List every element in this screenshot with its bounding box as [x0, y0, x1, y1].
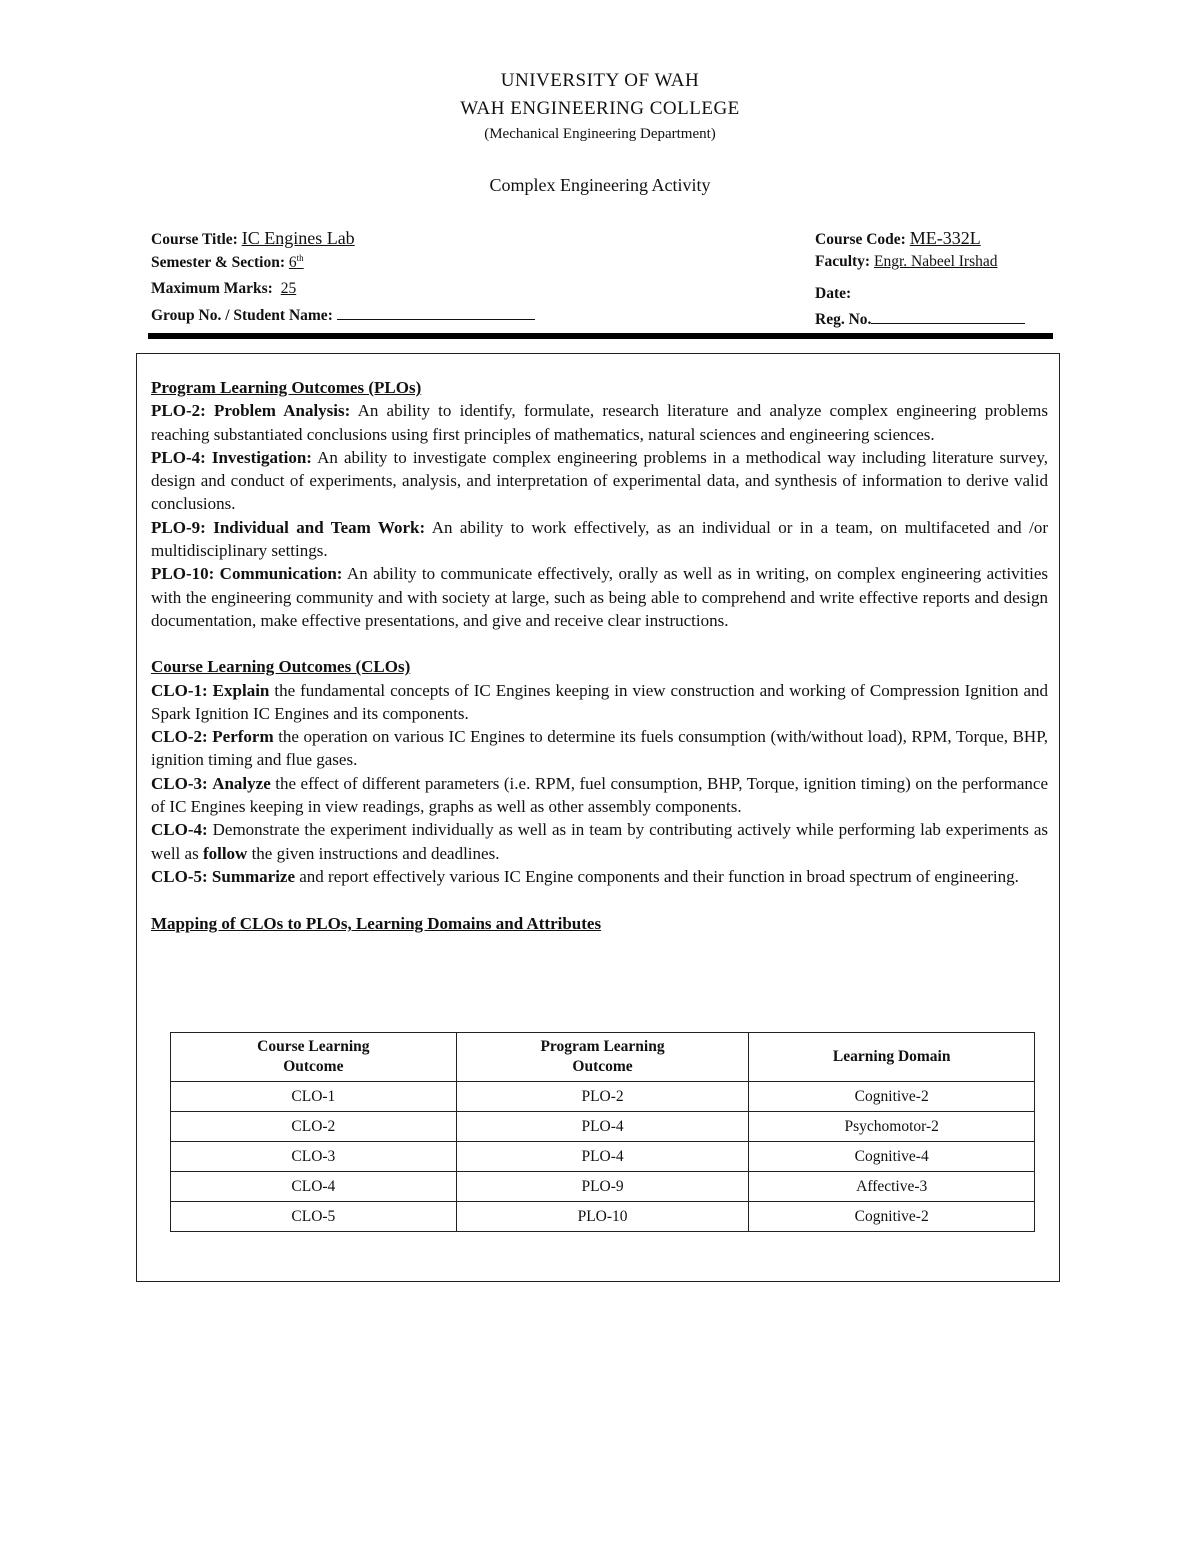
- table-row: [171, 1202, 1035, 1232]
- semester-value: 6th: [288, 253, 304, 272]
- semester-label: Semester & Section:: [151, 254, 286, 272]
- cell-clo: CLO-1: [171, 1082, 457, 1112]
- faculty-value: Engr. Nabeel Irshad: [873, 253, 998, 270]
- plo-10: PLO-10: Communication: An ability to communicate effectively, orally as well as in writing, on complex engineering activities with the engineering community and with society at large, such as being able to comprehend and write effective reports and design documentation, make effective presentations, and give and receive clear instructions.: [151, 564, 1049, 630]
- table-row: [171, 1142, 1035, 1172]
- university-title: UNIVERSITY OF WAH: [500, 70, 700, 91]
- date-label: Date:: [815, 285, 852, 302]
- course-title-row: [151, 228, 355, 249]
- max-marks-row: [151, 280, 308, 298]
- cell-plo: PLO-4: [456, 1142, 749, 1172]
- outcomes-box: [136, 353, 1060, 1282]
- course-code-value: ME-332L: [909, 228, 981, 248]
- cell-domain: Psychomotor-2: [749, 1112, 1035, 1142]
- header-clo: Course Learning Outcome: [171, 1033, 457, 1082]
- table-row: [171, 1112, 1035, 1142]
- course-title-value: IC Engines Lab: [241, 228, 355, 248]
- outcomes-content: [151, 376, 1048, 936]
- clo-section-title: Course Learning Outcomes (CLOs): [151, 657, 411, 677]
- plo-section-title: Program Learning Outcomes (PLOs): [151, 378, 422, 397]
- reg-blank[interactable]: [871, 309, 1025, 324]
- plo-4: PLO-4: Investigation: An ability to investigate complex engineering problems in a methodical way including literature survey, design and conduct of experiments, analysis, and interpretation of experimental data, and synthesis of information to derive valid conclusions.: [151, 447, 1048, 514]
- cell-plo: PLO-10: [456, 1202, 749, 1232]
- cell-clo: CLO-4: [171, 1172, 457, 1202]
- header-plo: Program Learning Outcome: [456, 1033, 749, 1082]
- activity-title: Complex Engineering Activity: [489, 175, 711, 195]
- table-row: [171, 1172, 1035, 1202]
- clo-1: CLO-1: Explain the fundamental concepts of IC Engines keeping in view construction and working of Compression Ignition and Spark Ignition IC Engines and its components.: [151, 680, 1049, 723]
- course-code-row: [815, 228, 981, 249]
- max-marks-label: Maximum Marks:: [151, 280, 273, 297]
- course-title-label: Course Title:: [151, 231, 238, 248]
- cell-domain: Cognitive-2: [749, 1082, 1035, 1112]
- cell-clo: CLO-5: [171, 1202, 457, 1232]
- college-title: WAH ENGINEERING COLLEGE: [460, 98, 740, 119]
- table-header-row: [171, 1033, 1035, 1082]
- group-blank[interactable]: [337, 305, 535, 320]
- semester-row: [151, 253, 304, 272]
- clo-2: CLO-2: Perform the operation on various IC Engines to determine its fuels consumption (with/without load), RPM, Torque, BHP, ignition timing and flue gases.: [151, 727, 1049, 770]
- date-row: [815, 285, 851, 303]
- department-subtitle: (Mechanical Engineering Department): [484, 126, 716, 142]
- clo-4: CLO-4: Demonstrate the experiment individually as well as in team by contributing actively while performing lab experiments as well as follow the given instructions and deadlines.: [151, 820, 1048, 863]
- clo-5: CLO-5: Summarize and report effectively various IC Engine components and their function in broad spectrum of engineering.: [151, 866, 1019, 886]
- cell-plo: PLO-2: [456, 1082, 749, 1112]
- mapping-table: [170, 1032, 1035, 1232]
- mapping-section-title: Mapping of CLOs to PLOs, Learning Domains and Attributes: [151, 914, 602, 934]
- cell-domain: Cognitive-4: [749, 1142, 1035, 1172]
- reg-row: [815, 309, 1025, 329]
- group-label: Group No. / Student Name:: [151, 307, 333, 324]
- reg-label: Reg. No.: [815, 311, 872, 328]
- table-row: [171, 1082, 1035, 1112]
- cell-clo: CLO-2: [171, 1112, 457, 1142]
- group-row: [151, 305, 535, 325]
- course-code-label: Course Code:: [815, 231, 906, 248]
- faculty-row: [815, 253, 998, 271]
- cell-plo: PLO-9: [456, 1172, 749, 1202]
- cell-domain: Cognitive-2: [749, 1202, 1035, 1232]
- cell-plo: PLO-4: [456, 1112, 749, 1142]
- header-domain: Learning Domain: [749, 1033, 1035, 1082]
- header-divider: [148, 333, 1053, 339]
- plo-9: PLO-9: Individual and Team Work: An ability to work effectively, as an individual or in a team, on multifaceted and /or multidisciplinary settings.: [151, 517, 1049, 561]
- plo-2: PLO-2: Problem Analysis: An ability to identify, formulate, research literature and analyze complex engineering problems reaching substantiated conclusions using first principles of mathematics, natural sciences and engineering sciences.: [151, 401, 1049, 444]
- clo-3: CLO-3: Analyze the effect of different parameters (i.e. RPM, fuel consumption, BHP, Torque, ignition timing) on the performance of IC Engines keeping in view readings, graphs as well as other assembly components.: [151, 773, 1048, 817]
- cell-domain: Affective-3: [749, 1172, 1035, 1202]
- faculty-label: Faculty:: [815, 253, 871, 270]
- cell-clo: CLO-3: [171, 1142, 457, 1172]
- max-marks-value: 25: [280, 280, 297, 297]
